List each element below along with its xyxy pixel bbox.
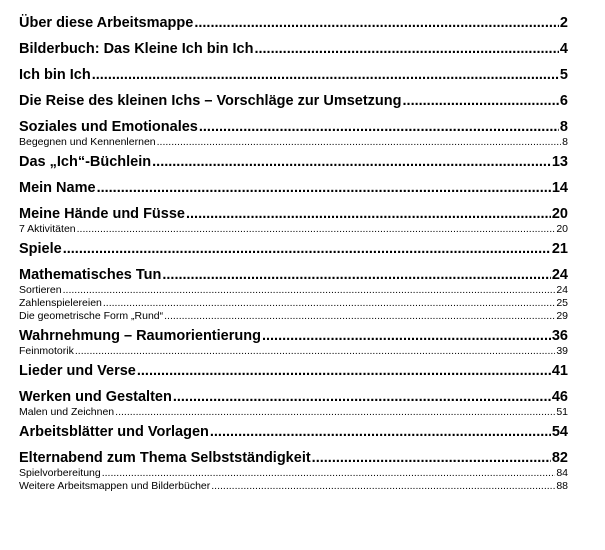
toc-entry[interactable] [19,91,568,108]
toc-entry-page-number: 24 [556,283,568,296]
dot-leader [137,364,551,379]
toc-entry[interactable] [19,387,568,404]
toc-subentry[interactable] [19,283,568,295]
toc-entry-title: Weitere Arbeitsmappen und Bilderbücher [19,479,211,492]
toc-entry-page-number: 41 [551,362,568,379]
toc-entry-title: Ich bin Ich [19,66,91,83]
toc-spacer [19,439,568,448]
toc-entry-title: Über diese Arbeitsmappe [19,14,194,31]
toc-entry-title: Das „Ich“-Büchlein [19,153,152,170]
toc-entry-page-number: 13 [551,153,568,170]
dot-leader [186,207,551,222]
toc-entry-page-number: 8 [559,118,568,135]
toc-entry[interactable] [19,178,568,195]
toc-entry-page-number: 51 [556,405,568,418]
toc-spacer [19,108,568,117]
toc-entry-title: Wahrnehmung – Raumorientierung [19,327,261,344]
toc-entry-title: Spielvorbereitung [19,466,101,479]
dot-leader [63,242,551,257]
toc-entry-title: 7 Aktivitäten [19,222,76,235]
dot-leader [164,311,555,322]
dot-leader [173,390,551,405]
toc-entry-page-number: 82 [551,449,568,466]
toc-entry-page-number: 36 [551,327,568,344]
toc-spacer [19,30,568,39]
dot-leader [312,451,551,466]
toc-entry-page-number: 4 [559,40,568,57]
toc-entry[interactable] [19,152,568,169]
toc-subentry[interactable] [19,466,568,478]
toc-entry-page-number: 21 [551,240,568,257]
toc-entry-page-number: 24 [551,266,568,283]
toc-entry[interactable] [19,65,568,82]
toc-subentry[interactable] [19,296,568,308]
toc-spacer [19,195,568,204]
dot-leader [75,346,555,357]
toc-entry-page-number: 8 [562,135,568,148]
toc-entry-page-number: 29 [556,309,568,322]
toc-entry[interactable] [19,117,568,134]
toc-entry[interactable] [19,361,568,378]
toc-entry[interactable] [19,13,568,30]
dot-leader [210,425,551,440]
dot-leader [77,224,556,235]
toc-entry-page-number: 5 [559,66,568,83]
toc-entry-page-number: 88 [556,479,568,492]
toc-entry-title: Werken und Gestalten [19,388,172,405]
toc-entry[interactable] [19,448,568,465]
toc-entry-title: Bilderbuch: Das Kleine Ich bin Ich [19,40,254,57]
toc-entry-page-number: 6 [559,92,568,109]
toc-entry[interactable] [19,422,568,439]
dot-leader [199,120,559,135]
dot-leader [152,155,551,170]
toc-subentry[interactable] [19,479,568,491]
toc-entry-page-number: 39 [556,344,568,357]
toc-entry-title: Sortieren [19,283,62,296]
toc-spacer [19,82,568,91]
dot-leader [162,268,551,283]
toc-entry-title: Zahlenspielereien [19,296,102,309]
toc-entry[interactable] [19,204,568,221]
toc-entry[interactable] [19,265,568,282]
toc-entry[interactable] [19,39,568,56]
toc-entry-title: Malen und Zeichnen [19,405,115,418]
dot-leader [102,468,556,479]
dot-leader [97,181,551,196]
toc-entry-page-number: 25 [556,296,568,309]
dot-leader [254,42,558,57]
toc-entry-title: Die geometrische Form „Rund“ [19,309,164,322]
toc-entry-title: Begegnen und Kennenlernen [19,135,156,148]
dot-leader [211,481,555,492]
toc-entry-page-number: 2 [559,14,568,31]
toc-entry-title: Die Reise des kleinen Ichs – Vorschläge zur Umsetzung [19,92,402,109]
toc-entry-title: Mathematisches Tun [19,266,162,283]
toc-entry-page-number: 20 [556,222,568,235]
dot-leader [115,407,555,418]
toc-subentry[interactable] [19,344,568,356]
dot-leader [103,298,555,309]
dot-leader [92,68,559,83]
toc-entry-title: Arbeitsblätter und Vorlagen [19,423,209,440]
toc-subentry[interactable] [19,405,568,417]
toc-spacer [19,256,568,265]
dot-leader [63,285,556,296]
table-of-contents [19,13,568,491]
toc-spacer [19,56,568,65]
toc-entry[interactable] [19,326,568,343]
toc-spacer [19,378,568,387]
toc-entry[interactable] [19,239,568,256]
toc-entry-page-number: 84 [556,466,568,479]
toc-entry-title: Elternabend zum Thema Selbstständigkeit [19,449,311,466]
toc-entry-page-number: 14 [551,179,568,196]
toc-subentry[interactable] [19,135,568,147]
toc-entry-page-number: 54 [551,423,568,440]
toc-entry-title: Lieder und Verse [19,362,136,379]
dot-leader [262,329,551,344]
dot-leader [403,94,559,109]
toc-entry-title: Mein Name [19,179,96,196]
toc-entry-page-number: 20 [551,205,568,222]
dot-leader [194,16,559,31]
toc-spacer [19,169,568,178]
toc-entry-title: Meine Hände und Füsse [19,205,185,222]
toc-entry-title: Soziales und Emotionales [19,118,198,135]
toc-subentry[interactable] [19,222,568,234]
toc-entry-title: Feinmotorik [19,344,74,357]
toc-entry-page-number: 46 [551,388,568,405]
toc-subentry[interactable] [19,309,568,321]
toc-entry-title: Spiele [19,240,62,257]
dot-leader [157,137,562,148]
